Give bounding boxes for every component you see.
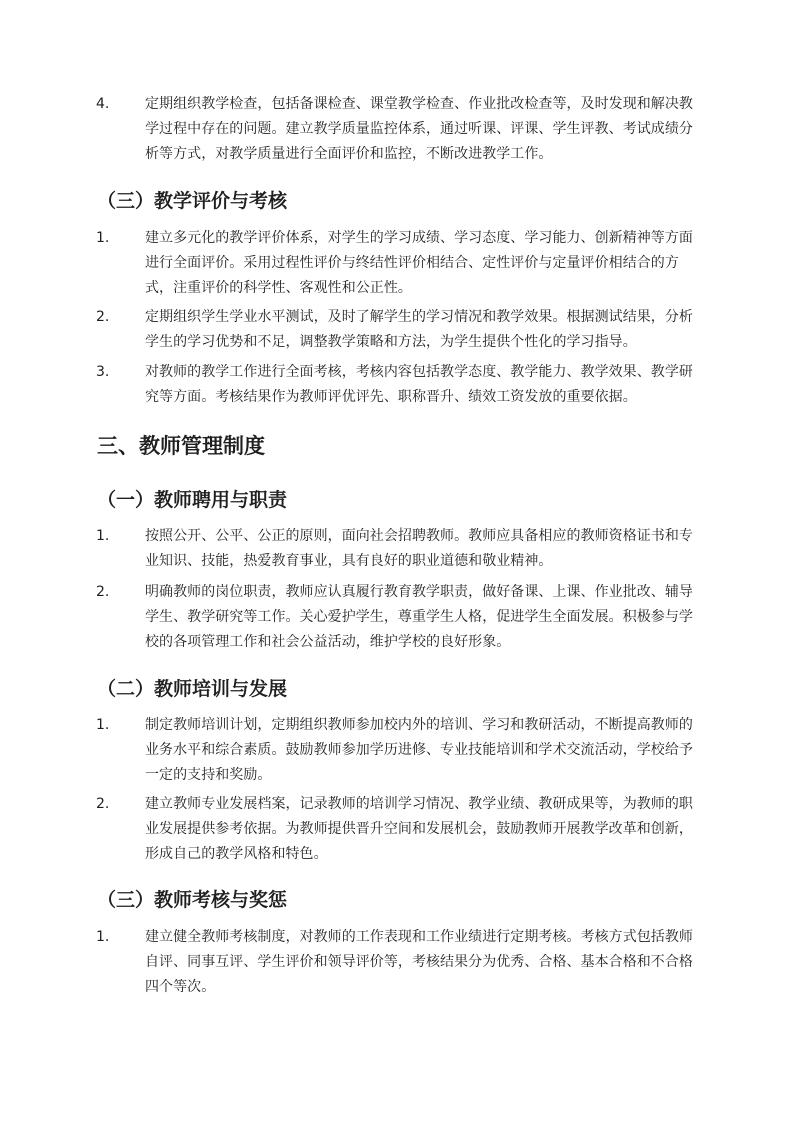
chapter-heading-teacher-management: 三、教师管理制度 — [97, 434, 265, 458]
section-heading-teacher-hiring: （一）教师聘用与职责 — [97, 489, 288, 511]
list-number: 1. — [96, 528, 110, 544]
section-heading-teacher-assessment: （三）教师考核与奖惩 — [97, 889, 288, 911]
list-text: 建立健全教师考核制度，对教师的工作表现和工作业绩进行定期考核。考核方式包括教师自评、同事互评、学生评价和领导评价等，考核结果分为优秀、合格、基本合格和不合格四个等次。 — [145, 929, 693, 995]
list-number: 3. — [96, 364, 110, 380]
list-number: 1. — [96, 717, 110, 733]
list-text: 制定教师培训计划，定期组织教师参加校内外的培训、学习和教研活动，不断提高教师的业务水平和综合素质。鼓励教师参加学历进修、专业技能培训和学术交流活动，学校给予一定的支持和奖励。 — [145, 717, 693, 783]
section-heading-teacher-training: （二）教师培训与发展 — [97, 678, 288, 700]
list-text: 建立多元化的教学评价体系，对学生的学习成绩、学习态度、学习能力、创新精神等方面进行全面评价。采用过程性评价与终结性评价相结合、定性评价与定量评价相结合的方式，注重评价的科学性、客观性和公正性。 — [145, 230, 693, 296]
list-text: 定期组织教学检查，包括备课检查、课堂教学检查、作业批改检查等，及时发现和解决教学过程中存在的问题。建立教学质量监控体系，通过听课、评课、学生评教、考试成绩分析等方式，对教学质量进行全面评价和监控，不断改进教学工作。 — [145, 96, 693, 162]
list-number: 2. — [96, 796, 110, 812]
list-number: 1. — [96, 230, 110, 246]
list-text: 定期组织学生学业水平测试，及时了解学生的学习情况和教学效果。根据测试结果，分析学生的学习优势和不足，调整教学策略和方法，为学生提供个性化的学习指导。 — [145, 309, 693, 350]
list-text: 对教师的教学工作进行全面考核，考核内容包括教学态度、教学能力、教学效果、教学研究等方面。考核结果作为教师评优评先、职称晋升、绩效工资发放的重要依据。 — [145, 364, 693, 405]
list-number: 4. — [96, 96, 110, 112]
list-text: 按照公开、公平、公正的原则，面向社会招聘教师。教师应具备相应的教师资格证书和专业知识、技能，热爱教育事业，具有良好的职业道德和敬业精神。 — [145, 528, 693, 569]
list-text: 明确教师的岗位职责，教师应认真履行教育教学职责，做好备课、上课、作业批改、辅导学生、教学研究等工作。关心爱护学生，尊重学生人格，促进学生全面发展。积极参与学校的各项管理工作和社会公益活动，维护学校的良好形象。 — [145, 584, 693, 650]
list-number: 1. — [96, 929, 110, 945]
list-text: 建立教师专业发展档案，记录教师的培训学习情况、教学业绩、教研成果等，为教师的职业发展提供参考依据。为教师提供晋升空间和发展机会，鼓励教师开展教学改革和创新，形成自己的教学风格和特色。 — [145, 796, 693, 862]
section-heading-teaching-evaluation: （三）教学评价与考核 — [97, 190, 288, 212]
list-number: 2. — [96, 584, 110, 600]
list-number: 2. — [96, 309, 110, 325]
